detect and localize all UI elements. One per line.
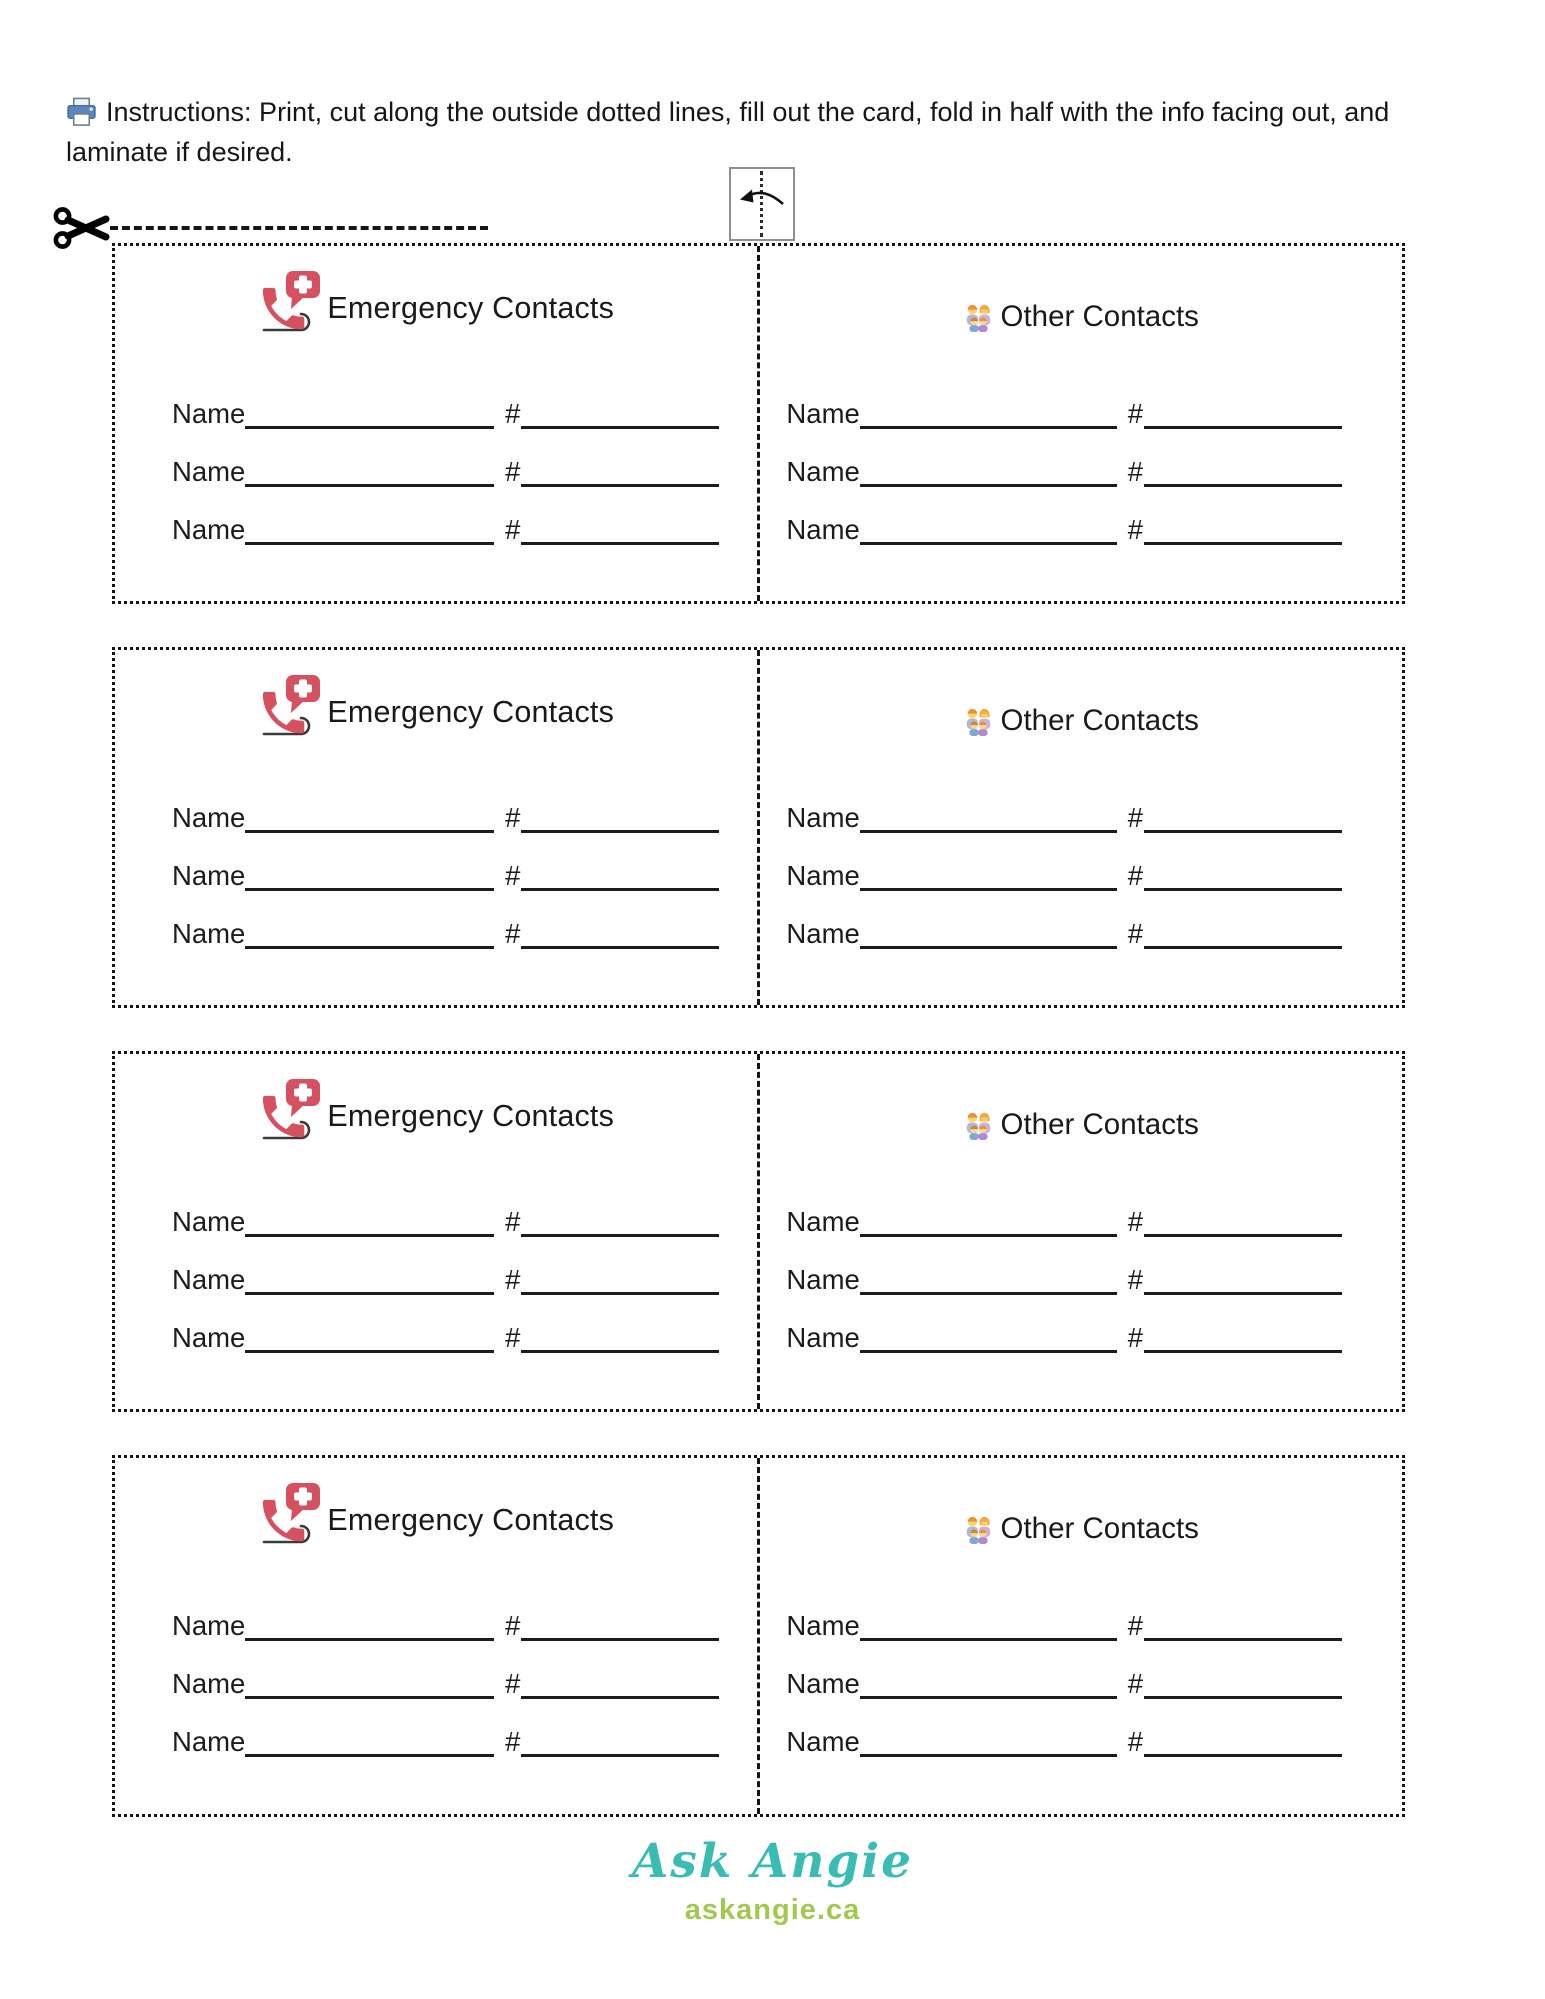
instructions-text: Instructions: Print, cut along the outside dotted lines, fill out the card, fold in half with the info facing out, and laminate if desired. (66, 97, 1390, 167)
emergency-contacts-title: Emergency Contacts (327, 291, 615, 325)
contact-row (172, 799, 719, 836)
contact-row (786, 511, 1342, 548)
emergency-contacts-title: Emergency Contacts (327, 1099, 615, 1133)
contact-row (172, 1319, 719, 1356)
family-icon (964, 707, 993, 736)
emergency-phone-icon (258, 675, 324, 739)
emergency-contacts-panel (115, 246, 760, 601)
number-label: # (1127, 918, 1143, 949)
emergency-phone-icon (258, 1483, 324, 1547)
name-label: Name (786, 1610, 860, 1641)
contact-card (112, 1455, 1405, 1817)
contact-row (786, 1203, 1342, 1240)
emergency-contacts-heading (115, 1481, 757, 1547)
number-blank-line (1144, 1665, 1342, 1699)
name-blank-line (860, 1723, 1117, 1757)
number-label: # (1127, 456, 1143, 487)
contact-row (786, 1319, 1342, 1356)
emergency-rows (115, 1203, 757, 1356)
name-blank-line (245, 395, 494, 429)
name-label: Name (172, 1726, 246, 1757)
name-label: Name (786, 802, 860, 833)
number-blank-line (521, 1665, 719, 1699)
number-label: # (1127, 398, 1143, 429)
name-blank-line (245, 915, 494, 949)
number-label: # (505, 1264, 521, 1295)
contact-row (786, 915, 1342, 952)
emergency-contacts-panel (115, 650, 760, 1005)
emergency-contacts-heading (115, 269, 757, 335)
footer (0, 1834, 1545, 1927)
number-label: # (1127, 1322, 1143, 1353)
name-label: Name (172, 802, 246, 833)
name-blank-line (860, 857, 1117, 891)
name-blank-line (860, 1665, 1117, 1699)
number-blank-line (1144, 1261, 1342, 1295)
number-blank-line (521, 1261, 719, 1295)
contact-card (112, 1051, 1405, 1412)
number-blank-line (1144, 915, 1342, 949)
number-blank-line (1144, 1203, 1342, 1237)
number-blank-line (521, 453, 719, 487)
name-label: Name (172, 514, 246, 545)
number-blank-line (1144, 511, 1342, 545)
name-label: Name (786, 456, 860, 487)
number-label: # (1127, 514, 1143, 545)
contact-row (786, 453, 1342, 490)
name-label: Name (172, 1264, 246, 1295)
brand-logo: Ask Angie (631, 1834, 914, 1889)
name-label: Name (786, 860, 860, 891)
name-blank-line (245, 453, 494, 487)
contact-row (786, 1261, 1342, 1298)
other-contacts-title: Other Contacts (1000, 1512, 1199, 1545)
other-contacts-heading (760, 1107, 1402, 1143)
emergency-contacts-title: Emergency Contacts (327, 695, 615, 729)
emergency-contacts-panel (115, 1458, 760, 1814)
number-label: # (1127, 1206, 1143, 1237)
name-blank-line (245, 1723, 494, 1757)
name-blank-line (860, 395, 1117, 429)
contact-row (786, 799, 1342, 836)
name-label: Name (786, 398, 860, 429)
number-blank-line (1144, 395, 1342, 429)
name-label: Name (172, 860, 246, 891)
number-label: # (505, 1206, 521, 1237)
contact-row (786, 395, 1342, 432)
name-blank-line (860, 453, 1117, 487)
fold-arrow-icon (737, 186, 787, 212)
other-contacts-panel (760, 650, 1402, 1005)
other-contacts-title: Other Contacts (1000, 300, 1199, 333)
name-blank-line (860, 799, 1117, 833)
contact-row (172, 511, 719, 548)
name-blank-line (245, 1607, 494, 1641)
other-contacts-title: Other Contacts (1000, 704, 1199, 737)
name-blank-line (860, 511, 1117, 545)
other-rows (760, 1607, 1402, 1760)
number-blank-line (521, 1723, 719, 1757)
other-contacts-heading (760, 299, 1402, 335)
contact-card (112, 647, 1405, 1008)
name-blank-line (860, 915, 1117, 949)
number-label: # (505, 1322, 521, 1353)
number-blank-line (521, 1203, 719, 1237)
number-blank-line (521, 799, 719, 833)
contact-row (172, 1261, 719, 1298)
name-label: Name (172, 918, 246, 949)
family-icon (964, 1111, 993, 1140)
number-label: # (1127, 1264, 1143, 1295)
contact-row (786, 1723, 1342, 1760)
number-blank-line (521, 1319, 719, 1353)
name-label: Name (172, 1668, 246, 1699)
number-blank-line (1144, 799, 1342, 833)
name-label: Name (786, 1322, 860, 1353)
name-blank-line (245, 511, 494, 545)
name-label: Name (786, 1264, 860, 1295)
number-label: # (505, 802, 521, 833)
contact-row (172, 453, 719, 490)
number-blank-line (521, 1607, 719, 1641)
other-contacts-title: Other Contacts (1000, 1108, 1199, 1141)
number-label: # (505, 1610, 521, 1641)
emergency-phone-icon (258, 271, 324, 335)
other-contacts-heading (760, 703, 1402, 739)
number-label: # (1127, 802, 1143, 833)
other-contacts-heading (760, 1511, 1402, 1547)
name-label: Name (172, 1206, 246, 1237)
number-label: # (1127, 1726, 1143, 1757)
number-blank-line (521, 395, 719, 429)
contact-row (172, 857, 719, 894)
name-label: Name (786, 918, 860, 949)
name-label: Name (172, 1610, 246, 1641)
contact-row (172, 1665, 719, 1702)
emergency-contacts-heading (115, 1077, 757, 1143)
contact-row (172, 1723, 719, 1760)
number-blank-line (1144, 857, 1342, 891)
name-blank-line (245, 1203, 494, 1237)
name-blank-line (860, 1319, 1117, 1353)
number-blank-line (521, 857, 719, 891)
contact-row (786, 857, 1342, 894)
number-blank-line (1144, 1607, 1342, 1641)
name-label: Name (172, 398, 246, 429)
emergency-contacts-panel (115, 1054, 760, 1409)
contact-row (786, 1607, 1342, 1644)
emergency-phone-icon (258, 1079, 324, 1143)
contact-row (172, 1203, 719, 1240)
emergency-rows (115, 799, 757, 952)
name-label: Name (172, 456, 246, 487)
number-label: # (1127, 1610, 1143, 1641)
number-blank-line (1144, 1723, 1342, 1757)
number-blank-line (1144, 1319, 1342, 1353)
number-label: # (1127, 860, 1143, 891)
name-label: Name (786, 1206, 860, 1237)
other-contacts-panel (760, 1458, 1402, 1814)
contact-card (112, 243, 1405, 604)
family-icon (964, 1515, 993, 1544)
number-label: # (505, 514, 521, 545)
emergency-contacts-heading (115, 673, 757, 739)
number-label: # (505, 398, 521, 429)
number-blank-line (521, 511, 719, 545)
contact-row (172, 1607, 719, 1644)
other-contacts-panel (760, 246, 1402, 601)
number-label: # (1127, 1668, 1143, 1699)
emergency-rows (115, 395, 757, 548)
contact-row (172, 395, 719, 432)
name-blank-line (245, 799, 494, 833)
name-label: Name (786, 1668, 860, 1699)
other-rows (760, 799, 1402, 952)
number-label: # (505, 456, 521, 487)
name-blank-line (245, 1319, 494, 1353)
family-icon (964, 303, 993, 332)
number-label: # (505, 1726, 521, 1757)
fold-marker (729, 167, 795, 241)
number-blank-line (521, 915, 719, 949)
website-link[interactable]: askangie.ca (684, 1894, 861, 1926)
emergency-rows (115, 1607, 757, 1760)
contact-row (786, 1665, 1342, 1702)
contact-row (172, 915, 719, 952)
emergency-contacts-title: Emergency Contacts (327, 1503, 615, 1537)
name-blank-line (245, 1261, 494, 1295)
number-label: # (505, 918, 521, 949)
name-label: Name (172, 1322, 246, 1353)
name-blank-line (860, 1203, 1117, 1237)
name-label: Name (786, 514, 860, 545)
name-blank-line (245, 857, 494, 891)
number-label: # (505, 1668, 521, 1699)
other-rows (760, 1203, 1402, 1356)
number-blank-line (1144, 453, 1342, 487)
name-blank-line (860, 1261, 1117, 1295)
name-blank-line (860, 1607, 1117, 1641)
name-label: Name (786, 1726, 860, 1757)
number-label: # (505, 860, 521, 891)
other-contacts-panel (760, 1054, 1402, 1409)
name-blank-line (245, 1665, 494, 1699)
other-rows (760, 395, 1402, 548)
